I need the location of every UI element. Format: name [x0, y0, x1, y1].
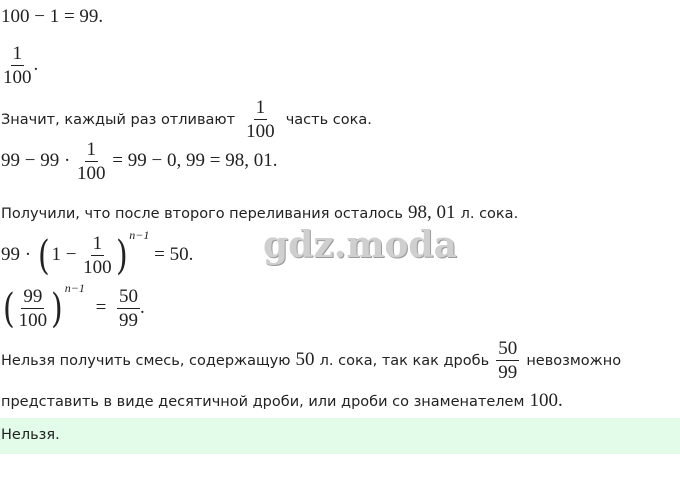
equals-sign: =	[95, 296, 107, 318]
sentence-start: представить в виде десятичной дроби, или дроби со знаменателем	[1, 394, 525, 410]
fraction-inline	[81, 234, 114, 277]
fraction-numerator: 50	[498, 338, 518, 359]
fraction-base	[17, 287, 50, 330]
period: .	[140, 296, 145, 318]
sentence-start: Значит, каждый раз отливают	[1, 112, 236, 128]
period: .	[557, 390, 563, 411]
fraction-denominator: 99	[119, 310, 139, 331]
equation-rhs: = 50.	[154, 243, 194, 265]
answer-text: Нельзя.	[1, 427, 60, 443]
answer-box	[0, 418, 680, 454]
equation-line-7	[1, 281, 145, 332]
left-paren-icon: (	[2, 285, 15, 332]
text-line-8	[1, 339, 621, 382]
period: .	[33, 53, 39, 75]
fraction-numerator: 1	[92, 233, 103, 254]
fraction-denominator: 100	[3, 67, 32, 88]
fraction-numerator: 1	[12, 43, 22, 64]
text-line-3	[1, 98, 372, 141]
sentence-end: часть сока.	[285, 112, 372, 128]
fraction-numerator: 50	[119, 286, 139, 307]
text-line-9	[1, 390, 563, 412]
watermark-logo: gdz.moda	[263, 224, 457, 266]
right-paren-icon: )	[115, 232, 128, 279]
sentence-end: л. сока.	[460, 206, 519, 222]
fraction-result	[117, 287, 140, 330]
fraction-inline	[75, 140, 108, 183]
left-paren-icon: (	[37, 232, 50, 279]
fraction-one-hundredth	[1, 44, 34, 87]
fraction-inline	[496, 339, 519, 382]
text-line-5	[1, 202, 518, 224]
math-value: 50	[295, 349, 315, 370]
sentence-start: Получили, что после второго переливания осталось	[1, 206, 403, 222]
equation-lhs: 99 ·	[1, 243, 32, 265]
sentence-end: невозможно	[526, 353, 622, 369]
math-value: 100	[529, 390, 558, 411]
sentence-middle: л. сока, так как дробь	[319, 353, 490, 369]
equation-expression: 100 − 1 = 99.	[1, 6, 104, 27]
fraction-numerator: 99	[23, 286, 43, 307]
inner-expression: 1 −	[51, 243, 77, 265]
fraction-line-2	[1, 44, 38, 87]
equation-line-1	[1, 6, 103, 28]
fraction-numerator: 1	[86, 139, 97, 160]
equation-line-4	[1, 140, 277, 183]
fraction-denominator: 100	[83, 257, 112, 278]
equation-rhs: = 99 − 0, 99 = 98, 01.	[112, 149, 278, 171]
fraction-denominator: 100	[77, 163, 106, 184]
sentence-start: Нельзя получить смесь, содержащую	[1, 353, 291, 369]
fraction-denominator: 99	[498, 362, 518, 383]
equation-lhs: 99 − 99 ·	[1, 149, 71, 171]
right-paren-icon: )	[51, 285, 63, 332]
exponent: n−1	[64, 281, 85, 295]
math-value: 98, 01	[408, 202, 456, 223]
exponent: n−1	[129, 228, 150, 242]
fraction-inline	[244, 98, 277, 141]
equation-line-6	[1, 228, 194, 279]
fraction-denominator: 100	[246, 121, 275, 142]
fraction-numerator: 1	[255, 97, 266, 118]
fraction-denominator: 100	[18, 310, 48, 331]
